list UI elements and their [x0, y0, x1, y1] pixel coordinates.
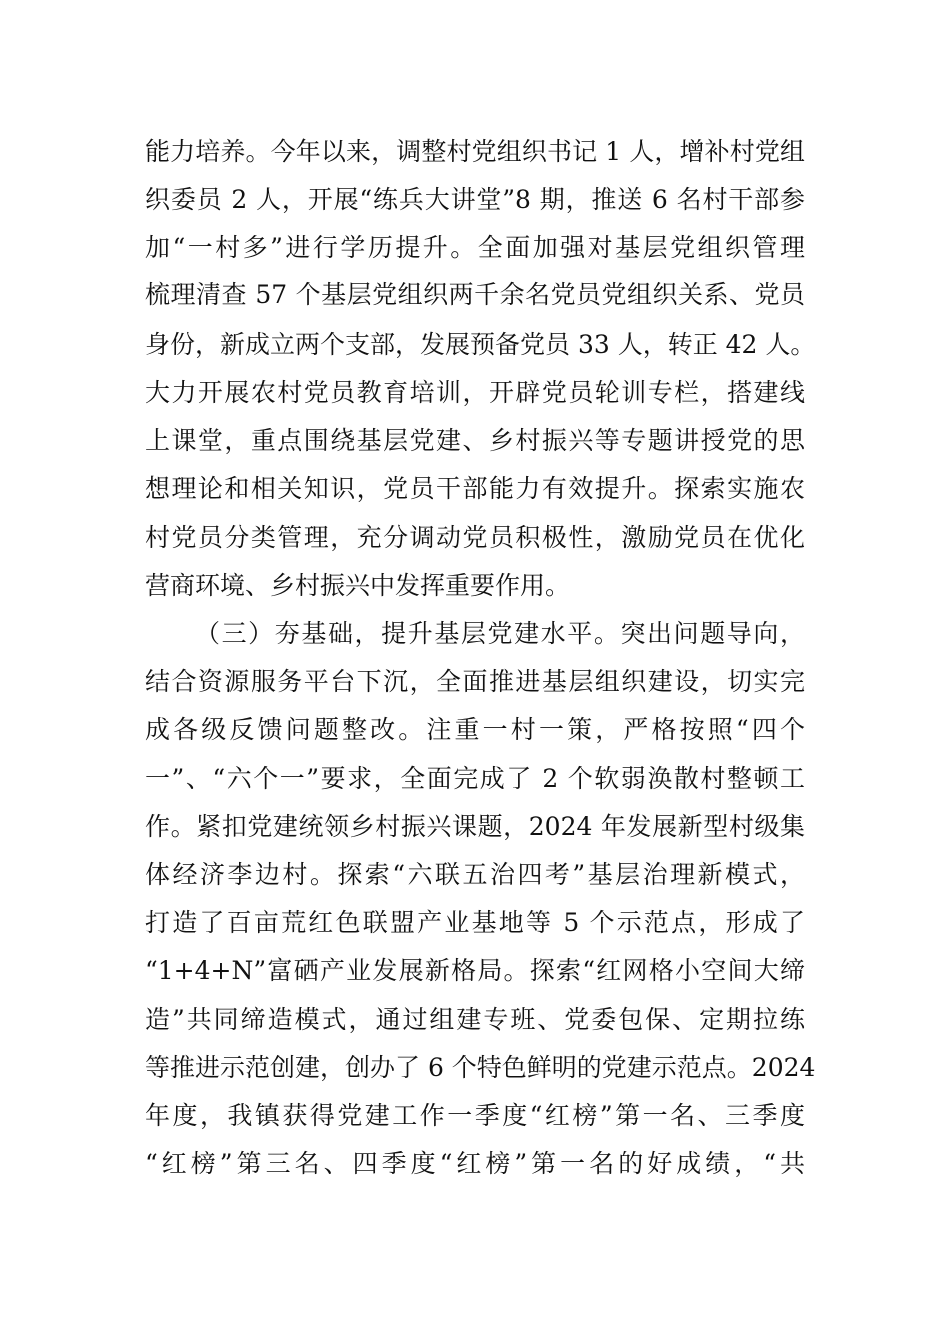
- section-heading-line: （三）夯基础，提升基层党建水平。突出问题导向，: [195, 619, 805, 648]
- text-line: 造”共同缔造模式，通过组建专班、党委包保、定期拉练: [145, 1005, 805, 1034]
- text-line: 梳理清查 57 个基层党组织两千余名党员党组织关系、党员: [145, 280, 805, 309]
- text-line: 身份，新成立两个支部，发展预备党员 33 人，转正 42 人。: [145, 330, 816, 359]
- text-line: 等推进示范创建，创办了 6 个特色鲜明的党建示范点。2024: [145, 1053, 816, 1082]
- text-line: 织委员 2 人，开展“练兵大讲堂”8 期，推送 6 名村干部参: [145, 185, 805, 214]
- text-line: 打造了百亩荒红色联盟产业基地等 5 个示范点，形成了: [145, 908, 805, 937]
- text-line: 上课堂，重点围绕基层党建、乡村振兴等专题讲授党的思: [145, 426, 805, 455]
- text-line: 成各级反馈问题整改。注重一村一策，严格按照“四个: [145, 715, 805, 744]
- text-line: 年度，我镇获得党建工作一季度“红榜”第一名、三季度: [145, 1101, 805, 1130]
- text-line: 营商环境、乡村振兴中发挥重要作用。: [145, 571, 571, 600]
- text-line: 大力开展农村党员教育培训，开辟党员轮训专栏，搭建线: [145, 378, 805, 407]
- text-line: 加“一村多”进行学历提升。全面加强对基层党组织管理: [145, 233, 805, 262]
- text-line: 村党员分类管理，充分调动党员积极性，激励党员在优化: [145, 523, 805, 552]
- text-line: 想理论和相关知识，党员干部能力有效提升。探索实施农: [145, 474, 805, 503]
- text-line: 体经济李边村。探索“六联五治四考”基层治理新模式，: [145, 860, 805, 889]
- text-line: 能力培养。今年以来，调整村党组织书记 1 人，增补村党组: [145, 137, 805, 166]
- text-line: “1+4+N”富硒产业发展新格局。探索“红网格小空间大缔: [145, 956, 805, 985]
- text-line: 结合资源服务平台下沉，全面推进基层组织建设，切实完: [145, 667, 805, 696]
- text-line: 作。紧扣党建统领乡村振兴课题，2024 年发展新型村级集: [145, 812, 805, 841]
- text-line: “红榜”第三名、四季度“红榜”第一名的好成绩，“共: [145, 1149, 805, 1178]
- text-line: 一”、“六个一”要求，全面完成了 2 个软弱涣散村整顿工: [145, 764, 805, 793]
